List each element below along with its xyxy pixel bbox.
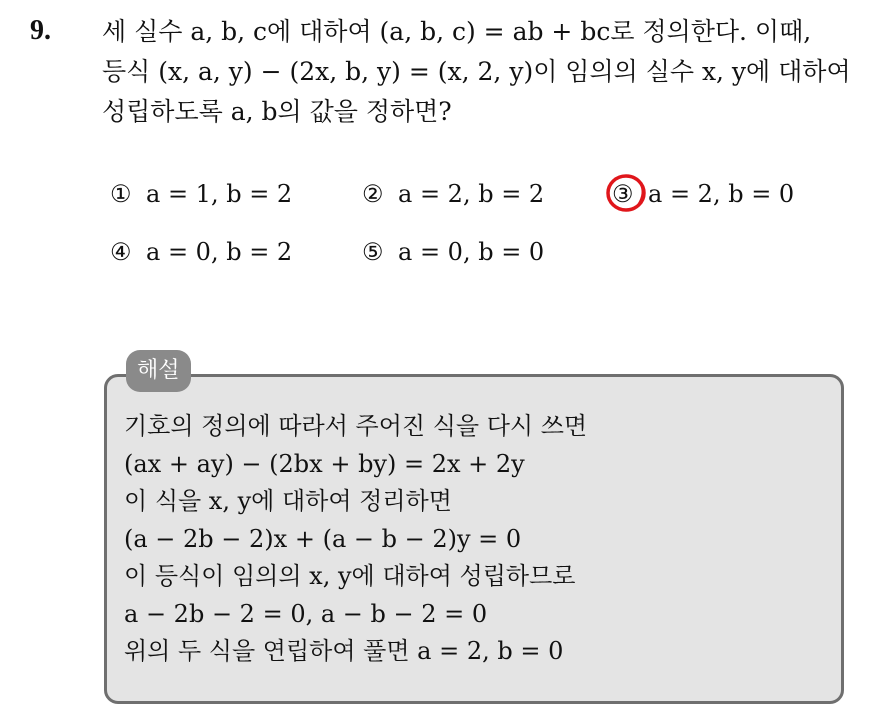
choice-number: ④ <box>110 238 132 266</box>
choice-text: a = 0, b = 0 <box>398 238 545 266</box>
choice-row <box>110 232 830 290</box>
choice-4[interactable] <box>110 232 292 272</box>
solution-text <box>124 408 587 671</box>
solution-line: (a − 2b − 2)x + (a − b − 2)y = 0 <box>124 524 522 553</box>
choice-number: ② <box>362 180 384 208</box>
solution-line: 위의 두 식을 연립하여 풀면 a = 2, b = 0 <box>124 637 564 665</box>
choice-row <box>110 174 830 232</box>
answer-choices <box>110 174 830 290</box>
choice-5[interactable] <box>362 232 544 272</box>
choice-3[interactable] <box>612 174 794 214</box>
stem-line: 성립하도록 a, b의 값을 정하면? <box>102 97 452 126</box>
solution-line: (ax + ay) − (2bx + by) = 2x + 2y <box>124 449 525 478</box>
solution-tag: 해설 <box>126 350 191 392</box>
solution-line: a − 2b − 2 = 0, a − b − 2 = 0 <box>124 599 488 628</box>
stem-line: 세 실수 a, b, c에 대하여 (a, b, c) = ab + bc로 정의한다. 이때, <box>102 17 812 46</box>
solution-line: 기호의 정의에 따라서 주어진 식을 다시 쓰면 <box>124 412 588 440</box>
choice-text: a = 2, b = 2 <box>398 180 545 208</box>
choice-number: ① <box>110 180 132 208</box>
choice-number: ⑤ <box>362 238 384 266</box>
solution-line: 이 식을 x, y에 대하여 정리하면 <box>124 487 452 515</box>
choice-text: a = 1, b = 2 <box>146 180 293 208</box>
choice-text: a = 0, b = 2 <box>146 238 293 266</box>
solution-line: 이 등식이 임의의 x, y에 대하여 성립하므로 <box>124 562 576 590</box>
question-stem <box>102 12 872 132</box>
choice-number: ③ <box>612 180 634 208</box>
choice-2[interactable] <box>362 174 544 214</box>
stem-line: 등식 (x, a, y) − (2x, b, y) = (x, 2, y)이 임의의 실수 x, y에 대하여 <box>102 57 851 86</box>
question-number: 9. <box>30 15 51 46</box>
choice-1[interactable] <box>110 174 292 214</box>
choice-text: a = 2, b = 0 <box>648 180 795 208</box>
